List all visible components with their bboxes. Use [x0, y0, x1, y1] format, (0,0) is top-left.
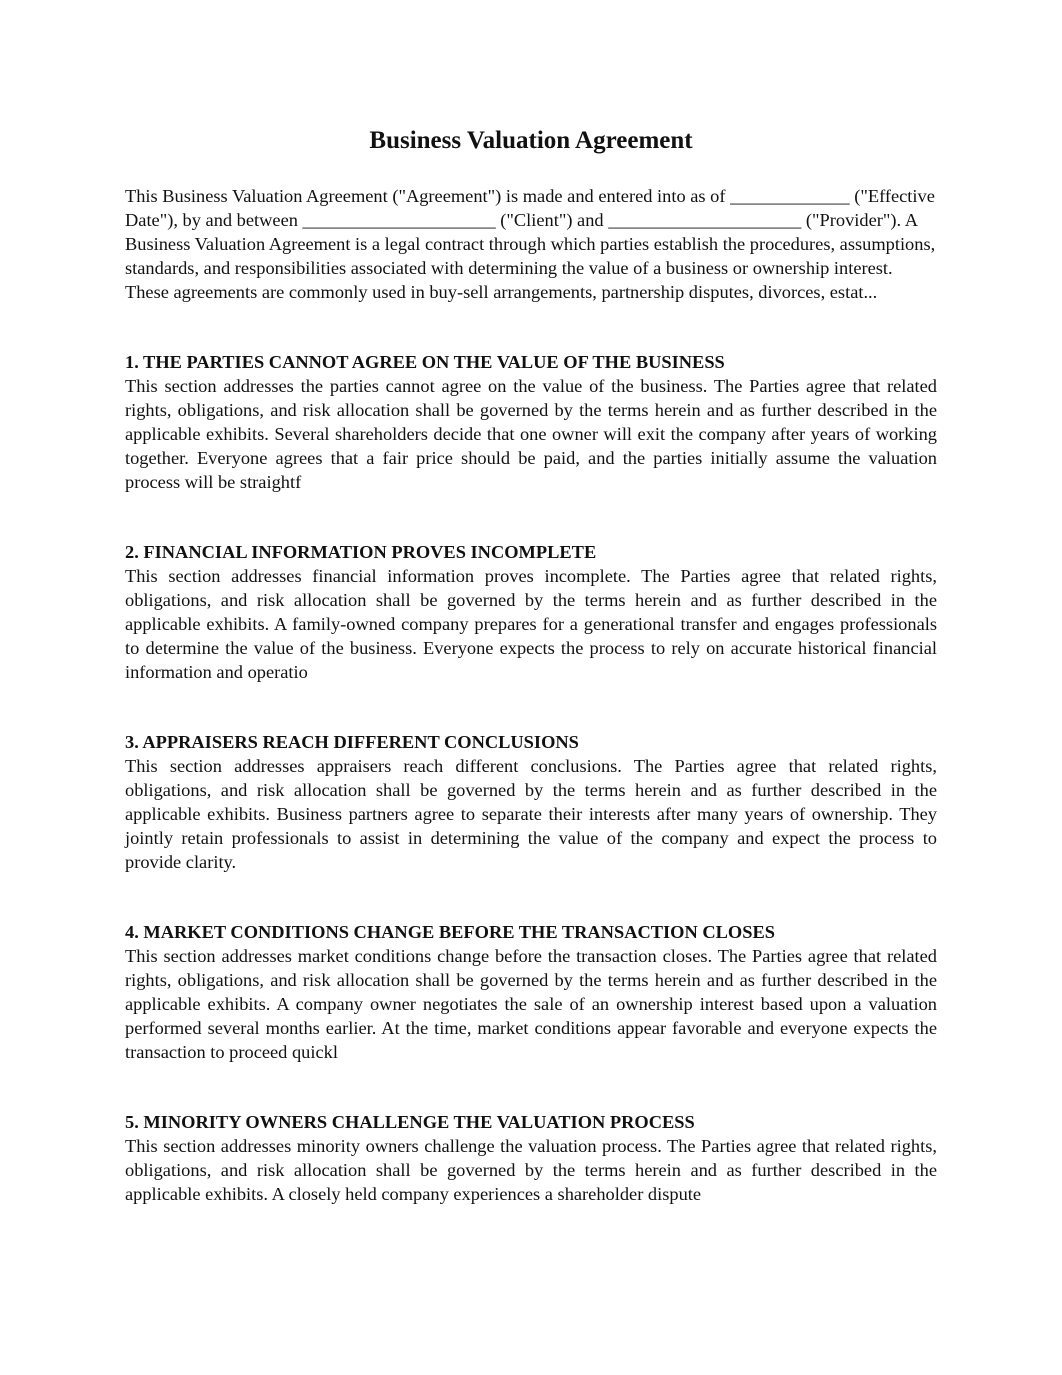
- section-2: [125, 540, 937, 684]
- document-content: [125, 124, 937, 1206]
- section-heading: 2. FINANCIAL INFORMATION PROVES INCOMPLETE: [125, 542, 597, 562]
- section-4: [125, 920, 937, 1064]
- section-body: This section addresses market conditions change before the transaction closes. The Parties agree that related rights, obligations, and risk allocation shall be governed by the terms herein and as further described in the applicable exhibits. A company owner negotiates the sale of an ownership interest based upon a valuation performed several months earlier. At the time, market conditions appear favorable and everyone expects the transaction to proceed quickl: [125, 946, 937, 1062]
- section-5: [125, 1110, 937, 1206]
- section-3: [125, 730, 937, 874]
- section-heading: 3. APPRAISERS REACH DIFFERENT CONCLUSIONS: [125, 732, 579, 752]
- document-title: Business Valuation Agreement: [369, 127, 693, 154]
- intro-paragraph: This Business Valuation Agreement ("Agreement") is made and entered into as of _____________ ("Effective Date"), by and between _____________________ ("Client") and _____________________ ("Provider"). A Business Valuation Agreement is a legal contract through which parties establish the procedures, assumptions, standards, and responsibilities associated with determining the value of a business or ownership interest. These agreements are commonly used in buy-sell arrangements, partnership disputes, divorces, estat...: [125, 186, 936, 302]
- section-heading: 4. MARKET CONDITIONS CHANGE BEFORE THE TRANSACTION CLOSES: [125, 922, 775, 942]
- section-body: This section addresses appraisers reach different conclusions. The Parties agree that related rights, obligations, and risk allocation shall be governed by the terms herein and as further described in the applicable exhibits. Business partners agree to separate their interests after many years of ownership. They jointly retain professionals to assist in determining the value of the company and expect the process to provide clarity.: [125, 756, 937, 872]
- section-1: [125, 350, 937, 494]
- section-body: This section addresses the parties cannot agree on the value of the business. The Parties agree that related rights, obligations, and risk allocation shall be governed by the terms herein and as further described in the applicable exhibits. Several shareholders decide that one owner will exit the company after years of working together. Everyone agrees that a fair price should be paid, and the parties initially assume the valuation process will be straightf: [125, 376, 937, 492]
- section-body: This section addresses minority owners challenge the valuation process. The Parties agree that related rights, obligations, and risk allocation shall be governed by the terms herein and as further described in the applicable exhibits. A closely held company experiences a shareholder dispute: [125, 1136, 937, 1204]
- section-heading: 5. MINORITY OWNERS CHALLENGE THE VALUATION PROCESS: [125, 1112, 695, 1132]
- section-heading: 1. THE PARTIES CANNOT AGREE ON THE VALUE OF THE BUSINESS: [125, 352, 725, 372]
- section-body: This section addresses financial information proves incomplete. The Parties agree that related rights, obligations, and risk allocation shall be governed by the terms herein and as further described in the applicable exhibits. A family-owned company prepares for a generational transfer and engages professionals to determine the value of the business. Everyone expects the process to rely on accurate historical financial information and operatio: [125, 566, 937, 682]
